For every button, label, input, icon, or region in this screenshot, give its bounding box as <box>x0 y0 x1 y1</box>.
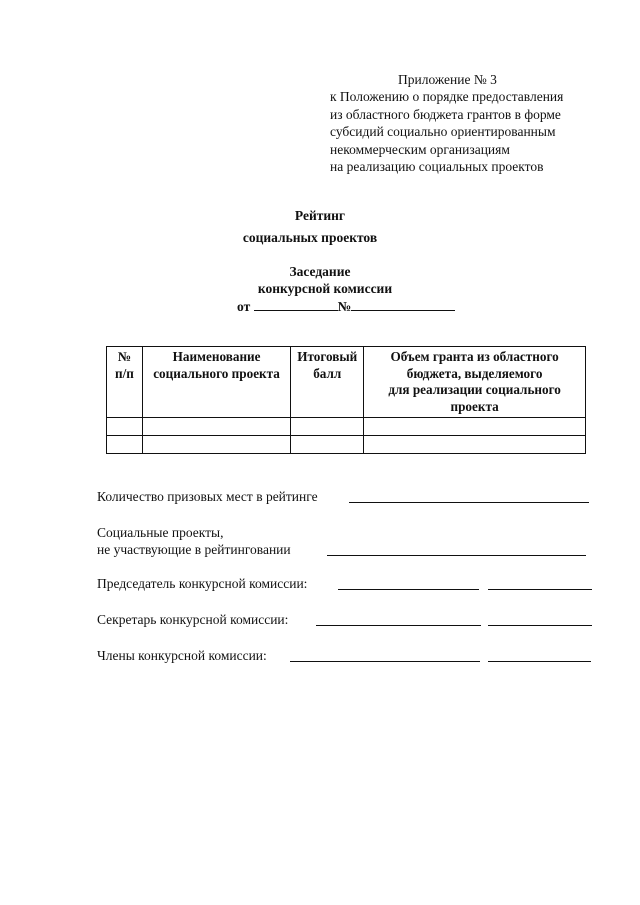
appendix-line: субсидий социально ориентированным <box>330 124 556 140</box>
chairman-name-blank[interactable] <box>338 588 479 590</box>
appendix-line: некоммерческим организациям <box>330 141 510 157</box>
rating-subtitle: социальных проектов <box>242 230 378 245</box>
header-total-score: Итоговый балл <box>291 347 364 418</box>
header-grant-amount: Объем гранта из областного бюджета, выделяемого для реализации социального проекта <box>364 347 586 418</box>
not-participating-label-1: Социальные проекты, <box>97 525 224 540</box>
secretary-name-blank[interactable] <box>316 624 481 626</box>
prize-places-label: Количество призовых мест в рейтинге <box>97 489 318 504</box>
rating-title: Рейтинг <box>294 208 346 223</box>
table-row <box>107 418 586 436</box>
date-prefix: от <box>237 299 251 314</box>
secretary-signature-blank[interactable] <box>488 624 592 626</box>
table-cell[interactable] <box>107 418 143 436</box>
table-cell[interactable] <box>291 418 364 436</box>
members-signature-blank[interactable] <box>488 660 591 662</box>
appendix-line: из областного бюджета грантов в форме <box>330 106 561 122</box>
appendix-line: на реализацию социальных проектов <box>330 159 544 175</box>
table-cell[interactable] <box>142 418 290 436</box>
number-sign: № <box>337 299 352 314</box>
meeting-subtitle: конкурсной комиссии <box>257 281 393 296</box>
table-cell[interactable] <box>291 436 364 454</box>
table-row <box>107 436 586 454</box>
members-label: Члены конкурсной комиссии: <box>97 648 267 663</box>
members-name-blank[interactable] <box>290 660 480 662</box>
table-header-row <box>107 347 586 418</box>
chairman-label: Председатель конкурсной комиссии: <box>97 576 308 591</box>
not-participating-label-2: не участвующие в рейтинговании <box>97 542 291 557</box>
rating-table <box>106 346 586 454</box>
appendix-line: к Положению о порядке предоставления <box>330 89 564 105</box>
meeting-title: Заседание <box>289 264 351 279</box>
appendix-block <box>330 71 600 175</box>
meeting-date-line <box>237 297 455 315</box>
number-blank[interactable] <box>351 297 455 311</box>
secretary-label: Секретарь конкурсной комиссии: <box>97 612 289 627</box>
chairman-signature-blank[interactable] <box>488 588 592 590</box>
table-cell[interactable] <box>142 436 290 454</box>
header-project-name: Наименование социального проекта <box>142 347 290 418</box>
appendix-title: Приложение № 3 <box>398 72 497 87</box>
table-cell[interactable] <box>364 418 586 436</box>
prize-places-blank[interactable] <box>349 501 589 503</box>
table-cell[interactable] <box>107 436 143 454</box>
not-participating-blank[interactable] <box>327 554 586 556</box>
date-blank[interactable] <box>254 297 338 311</box>
header-number: № п/п <box>107 347 143 418</box>
table-cell[interactable] <box>364 436 586 454</box>
